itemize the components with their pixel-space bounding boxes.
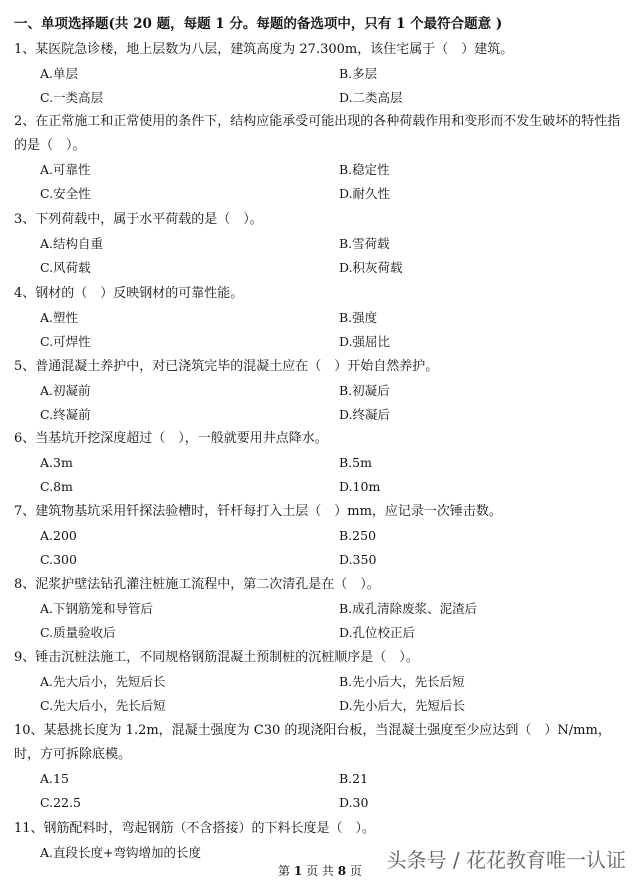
option-a: A.200	[40, 528, 77, 543]
option-a: A.初凝前	[40, 383, 91, 398]
question-text: 7、建筑物基坑采用钎探法验槽时，钎杆每打入土层（ ）mm，应记录一次锤击数。	[14, 504, 502, 519]
question-4	[14, 282, 630, 354]
option-d: D.积灰荷载	[339, 260, 403, 275]
question-5	[14, 355, 630, 427]
option-c: C.22.5	[40, 795, 81, 810]
footer-page-number: 1	[293, 864, 303, 878]
option-c: C.安全性	[40, 186, 91, 201]
option-a: A.15	[40, 771, 69, 786]
option-d: D.10m	[339, 479, 381, 494]
option-b: B.250	[339, 528, 377, 543]
option-c: C.质量验收后	[40, 625, 116, 640]
option-a: A.单层	[40, 66, 79, 81]
question-8	[14, 573, 630, 645]
question-3	[14, 208, 630, 280]
option-b: B.成孔清除废浆、泥渣后	[339, 601, 478, 616]
option-d: D.先小后大，先短后长	[339, 698, 466, 713]
footer-suffix: 页	[349, 864, 362, 878]
section-title: 一、单项选择题(共 20 题，每题 1 分。每题的备选项中，只有 1 个最符合题意 )	[14, 16, 503, 32]
option-b: B.21	[339, 771, 369, 786]
option-c: C.风荷载	[40, 260, 91, 275]
option-b: B.雪荷载	[339, 236, 390, 251]
page-footer	[0, 862, 640, 879]
question-text: 9、锤击沉桩法施工，不同规格钢筋混凝土预制桩的沉桩顺序是（ ）。	[14, 650, 419, 665]
option-c: C.终凝前	[40, 407, 91, 422]
question-text: 8、泥浆护壁法钻孔灌注桩施工流程中，第二次清孔是在（ ）。	[14, 577, 380, 592]
option-b: B.稳定性	[339, 162, 390, 177]
option-d: D.二类高层	[339, 90, 403, 105]
option-d: D.终凝后	[339, 407, 391, 422]
question-7	[14, 500, 630, 572]
question-text: 4、钢材的（ ）反映钢材的可靠性能。	[14, 286, 244, 301]
option-d: D.耐久性	[339, 186, 391, 201]
footer-middle: 页 共	[306, 864, 334, 878]
question-text: 6、当基坑开挖深度超过（ ），一般就要用井点降水。	[14, 431, 328, 446]
option-a: A.下钢筋笼和导管后	[40, 601, 154, 616]
option-c: C.先大后小，先长后短	[40, 698, 166, 713]
option-c: C.一类高层	[40, 90, 104, 105]
question-2	[14, 110, 630, 206]
option-b: B.5m	[339, 455, 372, 470]
question-text: 11、钢筋配料时，弯起钢筋（不含搭接）的下料长度是（ ）。	[14, 821, 376, 836]
footer-total-pages: 8	[337, 864, 347, 878]
option-c: C.8m	[40, 479, 73, 494]
option-a: A.3m	[40, 455, 73, 470]
question-text: 1、某医院急诊楼，地上层数为八层，建筑高度为 27.300m，该住宅属于（ ）建筑。	[14, 42, 514, 57]
question-text: 2、在正常施工和正常使用的条件下，结构应能承受可能出现的各种荷载作用和变形而不发生破坏的特性指的是（ ）。	[14, 114, 621, 153]
option-b: B.强度	[339, 310, 378, 325]
option-a: A.塑性	[40, 310, 79, 325]
option-d: D.350	[339, 552, 377, 567]
option-d: D.30	[339, 795, 369, 810]
option-c: C.300	[40, 552, 77, 567]
option-a: A.可靠性	[40, 162, 91, 177]
question-text: 3、下列荷载中，属于水平荷载的是（ ）。	[14, 212, 263, 227]
option-d: D.强屈比	[339, 334, 391, 349]
option-a: A.先大后小，先短后长	[40, 674, 166, 689]
question-9	[14, 646, 630, 718]
question-text: 10、某悬挑长度为 1.2m，混凝土强度为 C30 的现浇阳台板，当混凝土强度至少应达到（ ）N/mm，时，方可拆除底模。	[14, 723, 611, 762]
option-b: B.初凝后	[339, 383, 390, 398]
question-text: 5、普通混凝土养护中，对已浇筑完毕的混凝土应在（ ）开始自然养护。	[14, 359, 439, 374]
watermark-text: 头条号 / 花花教育唯一认证	[386, 848, 626, 872]
option-b: B.多层	[339, 66, 378, 81]
footer-prefix: 第	[278, 864, 291, 878]
question-10	[14, 719, 630, 815]
option-d: D.孔位校正后	[339, 625, 416, 640]
question-1	[14, 38, 630, 110]
option-c: C.可焊性	[40, 334, 91, 349]
option-b: B.先小后大，先长后短	[339, 674, 465, 689]
option-a: A.直段长度+弯钩增加的长度	[40, 845, 201, 860]
question-6	[14, 427, 630, 499]
option-a: A.结构自重	[40, 236, 104, 251]
